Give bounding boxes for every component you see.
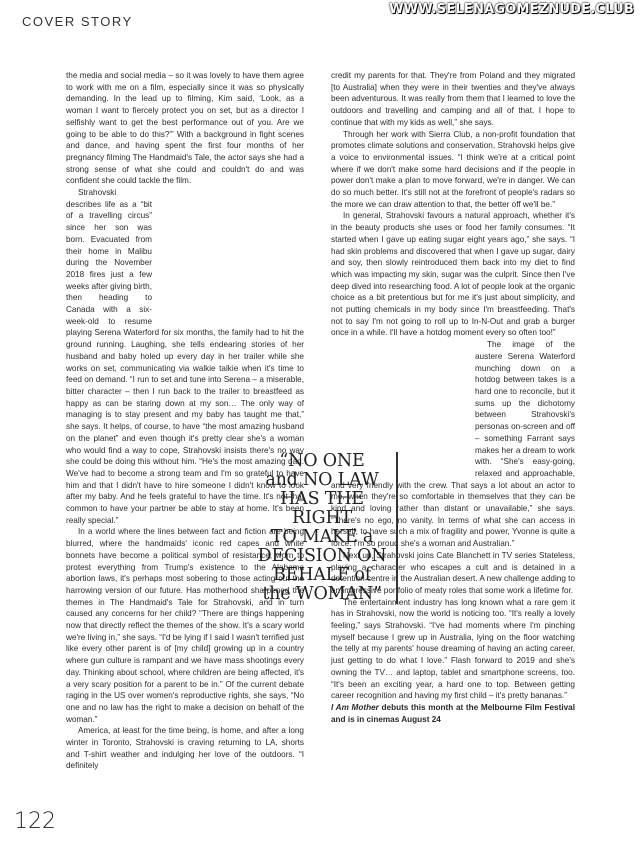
section-label: COVER STORY <box>22 14 133 29</box>
right-paragraph-2: Through her work with Sierra Club, a non-profit foundation that promotes climate solutions and conservation, Strahovski helps give a voice to environmental issues. “I think we're at a critical point where if we don't make some hard decisions and if the people in power don't make a plan to move forward, we're in danger. We can do so much better. It's still not at the forefront of people's radars so the more we can draw attention to that, the better off we'll be.” <box>331 129 575 209</box>
pullquote-line: HAS THE RIGHT <box>280 489 364 528</box>
watermark-text: WWW.SELENAGOMEZNUDE.CLUB <box>389 2 634 17</box>
article-left-column <box>66 70 304 772</box>
pullquote-space <box>158 189 304 321</box>
article-right-column <box>331 70 575 725</box>
right-paragraph-6: The entertainment industry has long known what a rare gem it has in Strahovski, now the world is noticing too. “It's really a lovely feeling,” says Strahovski. “I've had moments where I'm pinching myself because I grew up in Australia, lying on the floor watching the telly at my parents' house dreaming of having an acting career, just getting to do what I love.” Flash forward to 2019 and she's owning the TV… and laptop, tablet and smartphone screens, too. “It's been an exciting year, a hard one to top. Between getting career recognition and having my first child – it's pretty bananas.” <box>331 597 575 701</box>
film-credit-title: I Am Mother <box>331 702 379 712</box>
right-paragraph-5: Next up, Strahovski joins Cate Blanchett in TV series Stateless, playing a character who escapes a cult and is detained in a detention centre in the Australian desert. A new challenge adding to an impressive portfolio of meaty roles that some work a lifetime for. <box>331 550 575 595</box>
left-paragraph-2-text: Strahovski describes life as a “bit of a travelling circus” since her son was born. Evacuated from their home in Malibu during the November 2018 fires just a few weeks after giving birth, then heading to Canada with a six-week-old to resume playing Serena Waterford for six months, the family had to hit the ground running. Laughing, she tells endearing stories of her husband and baby holed up every day in her trailer while she works on set, communicating via walkie talkie when it's time to feed on demand. “I run to set and tune into Serena – a miserable, bitter character – then I run back to the trailer to breastfeed as happy as can be staring down at my son… The only way of managing is to stay present and my baby has taught me that,” she says. It helps, of course, to have “the most amazing husband on the planet” and even though it's pretty clear she's a woman who would find a way to cope, Strahovski insists there's no way she could be doing this without him. “He's the most amazing dad. We've had to become a strong team and I'm so grateful to have him and that I didn't have to hire someone I didn't know to look after my baby. And he feels grateful to have the time. It's not that common to have your partner be able to stay at home. It's been really special.” <box>66 188 304 525</box>
pullquote-line: the WOMAN” <box>262 584 382 604</box>
right-paragraph-3: In general, Strahovski favours a natural approach, whether it's in the beauty products she uses or food her family consumes. “It started when I gave up eating sugar eight years ago,” she says. “I had skin problems and discovered that when I gave up sugar, dairy and soy, then slowly reintroduced them back into my diet to find which was impacting my skin, sugar was the culprit. Since then I've deep dived into researching food. A lot of people look at the organic choice as a bit pretentious but for me it's just about simplicity, and not putting chemicals in my body since I'm breastfeeding. That's not to say I'm not going to roll up to In-N-Out and grab a burger once in a while. I'll have a hotdog moment every so often too!” <box>331 211 575 338</box>
right-paragraph-4-text: The image of the austere Serena Waterford munching down on a hotdog between takes is a hard one to reconcile, but it sums up the dichotomy between Strahovski's personas on-screen and off – something Farrant says makes her a dream to work with. “She's easy-going, relaxed and approachable, and very friendly with the crew. That says a lot about an actor to me, when they're so comfortable in themselves that they can be kind and loving rather than distant or unavailable,” she says. “There's no ego, no vanity. In terms of what she can access in herself, to have such a mix of fragility and power, Yvonne is quite a force. I'm so proud she's a woman and Australian.” <box>331 340 575 549</box>
pullquote-line: TO MAKE a <box>270 527 374 547</box>
page-number: 122 <box>14 809 56 834</box>
pullquote-line: DECISION ON <box>257 546 387 566</box>
left-paragraph-1: the media and social media – so it was lovely to have them agree to work with me on a film, especially since it was so physically demanding. In the lead up to filming, Kim said, ‘Look, as a woman I want to fiercely protect you on set, but as a director I selfishly want to get the best performance out of you. Are we going to be able to do this?'” With a background in fight scenes and dance, and having spent the first four months of her pregnancy filming The Handmaid's Tale, the actor says she had a strong sense of what she could and couldn't do and was confident she could tackle the film. <box>66 71 304 186</box>
film-credit <box>331 702 575 725</box>
left-paragraph-3: In a world where the lines between fact and fiction are being blurred, where the handmaids' iconic red capes and white bonnets have become a political symbol of resistance, worn to protest everything from Trump's existence to the Alabama abortion laws, it's perhaps most sobering to those acting out the harrowing version of our future. Has motherhood sharpened the themes in The Handmaid's Tale for Strahovski, and in turn caused any concerns for her child? “There are things happening now that directly reflect the themes of the show. It's a scary world we're living in,” she says. “I'd be lying if I said I wasn't terrified just like every other parent is of [my child] growing up in a country where gun culture is rampant and we have mass shootings every day. Thinking about school, where children are being affected, it's a very scary position for a parent to be in.” Of the current debate raging in the US over women's reproductive rights, she says, “No one and no law has the right to make a decision on behalf of the woman.” <box>66 527 304 724</box>
pullquote <box>252 452 398 604</box>
pullquote-line: “NO ONE <box>279 451 365 471</box>
left-paragraph-4: America, at least for the time being, is home, and after a long winter in Toronto, Strahovski is craving returning to LA, shorts and T-shirt weather and indulging her love of the outdoors. “I definitely <box>66 726 304 771</box>
pullquote-line: BEHALF of <box>272 565 372 585</box>
film-credit-text: debuts this month at the Melbourne Film Festival and is in cinemas August 24 <box>331 702 575 724</box>
pullquote-line: and NO LAW <box>265 470 379 490</box>
right-paragraph-1: credit my parents for that. They're from Poland and they migrated [to Australia] when they were in their twenties and they've always been adventurous. It was really from them that I learned to love the outdoors and travelling and camping and all of that. I hope to continue that with my kids as well,” she says. <box>331 71 575 127</box>
